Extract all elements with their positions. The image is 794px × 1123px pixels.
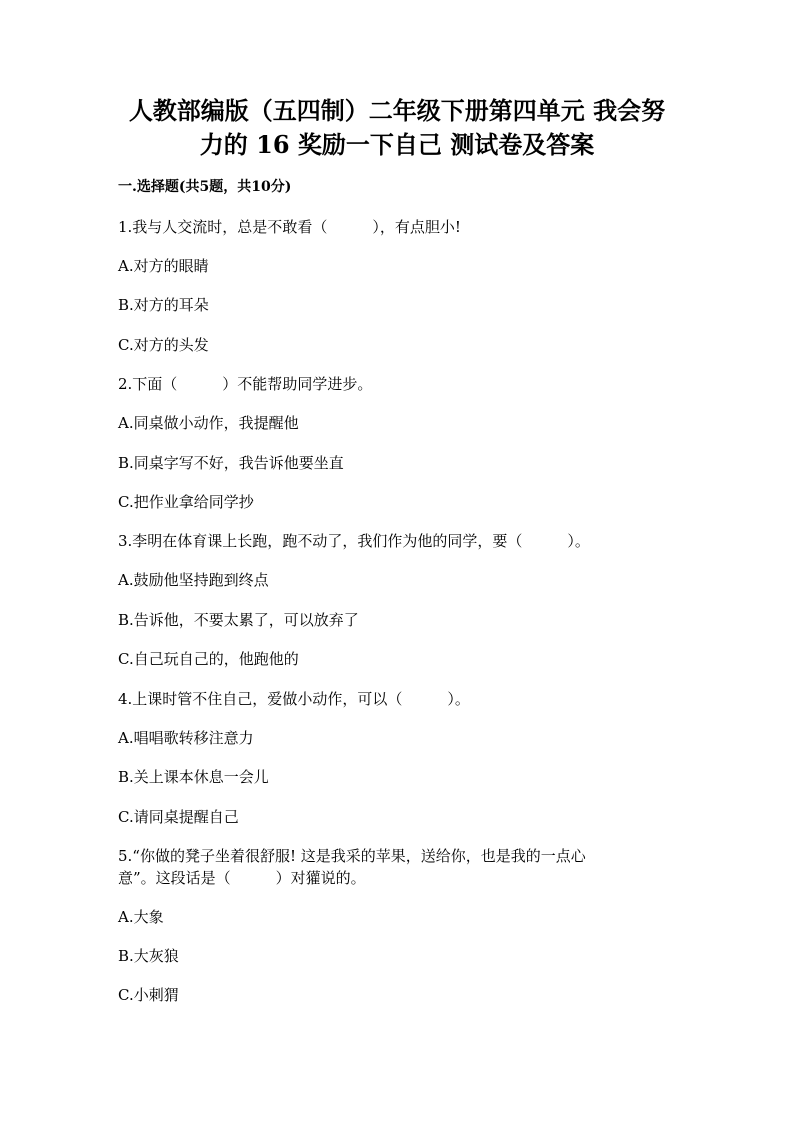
- question-4-stem: 4.上课时管不住自己，爱做小动作，可以（ ）。: [118, 690, 470, 708]
- question-1-stem: 1.我与人交流时，总是不敢看（ ），有点胆小!: [118, 218, 461, 236]
- question-1-option-a: A.对方的眼睛: [118, 257, 209, 275]
- document-title-line-2: 力的 16 奖励一下自己 测试卷及答案: [199, 130, 595, 159]
- question-2-stem: 2.下面（ ）不能帮助同学进步。: [118, 375, 373, 393]
- question-4-option-b: B.关上课本休息一会儿: [118, 768, 269, 786]
- question-5-option-b: B.大灰狼: [118, 947, 179, 965]
- question-5-option-a: A.大象: [118, 908, 164, 926]
- question-4-option-a: A.唱唱歌转移注意力: [118, 729, 254, 747]
- question-3-stem: 3.李明在体育课上长跑，跑不动了，我们作为他的同学，要（ ）。: [118, 532, 590, 550]
- question-3-option-a: A.鼓励他坚持跑到终点: [118, 571, 269, 589]
- question-2-option-c: C.把作业拿给同学抄: [118, 493, 254, 511]
- question-5-stem-line-1: 5.“你做的凳子坐着很舒服! 这是我采的苹果，送给你，也是我的一点心: [118, 847, 586, 865]
- question-2-option-b: B.同桌字写不好，我告诉他要坐直: [118, 454, 344, 472]
- question-5-stem-line-2: 意”。这段话是（ ）对獾说的。: [118, 869, 366, 887]
- question-3-option-c: C.自己玩自己的，他跑他的: [118, 650, 299, 668]
- question-1-option-c: C.对方的头发: [118, 336, 209, 354]
- question-1-option-b: B.对方的耳朵: [118, 296, 209, 314]
- question-5-option-c: C.小刺猬: [118, 986, 179, 1004]
- document-title-line-1: 人教部编版（五四制）二年级下册第四单元 我会努: [128, 96, 666, 125]
- question-4-option-c: C.请同桌提醒自己: [118, 808, 239, 826]
- section-heading: 一.选择题(共5题，共10分): [118, 179, 292, 195]
- question-3-option-b: B.告诉他，不要太累了，可以放弃了: [118, 611, 359, 629]
- question-2-option-a: A.同桌做小动作，我提醒他: [118, 414, 299, 432]
